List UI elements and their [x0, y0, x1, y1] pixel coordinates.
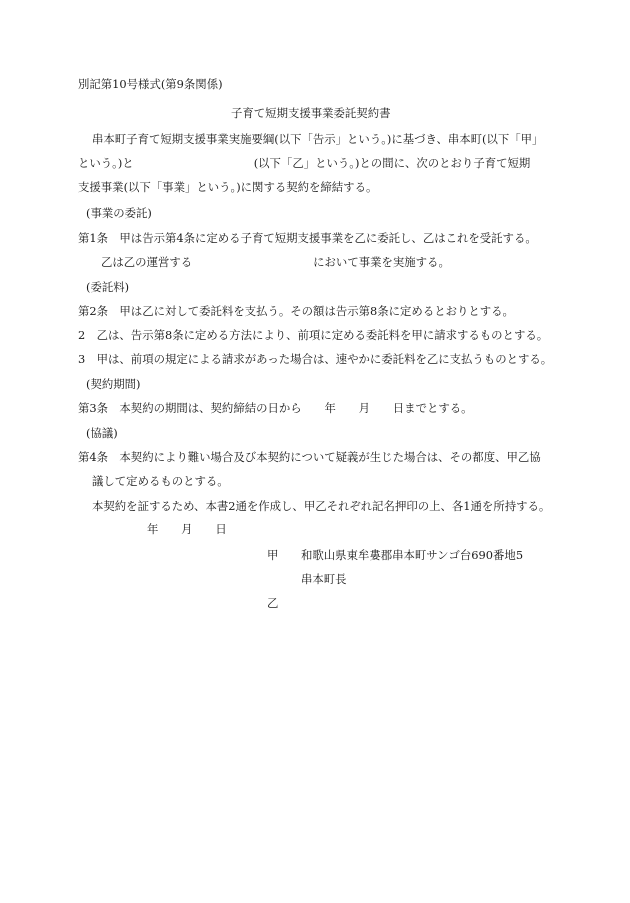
intro-line-2 [78, 158, 530, 169]
party-a-name: 串本町長 [301, 572, 347, 586]
article-4-heading: (協議) [86, 426, 118, 440]
closing-statement: 本契約を証するため、本書2通を作成し、甲乙それぞれ記名押印の上、各1通を所持する。 [92, 499, 551, 513]
article-1-sub [101, 257, 450, 268]
article-3-text: 第3条 本契約の期間は、契約締結の日から 年 月 日までとする。 [78, 401, 473, 415]
article-2-heading: (委託料) [86, 280, 130, 294]
party-b-label: 乙 [267, 596, 279, 610]
article-2-paragraph-3: 3 甲は、前項の規定による請求があった場合は、速やかに委託料を乙に支払うものとする。 [78, 352, 553, 366]
article-4-text-2: 議して定めるものとする。 [92, 474, 229, 488]
party-a-label: 甲 [267, 548, 279, 562]
article-3-heading: (契約期間) [86, 377, 141, 391]
intro-line-2-end: (以下「乙」という。)との間に、次のとおり子育て短期 [253, 156, 531, 170]
document-title: 子育て短期支援事業委託契約書 [231, 106, 391, 120]
intro-line-1: 串本町子育て短期支援事業実施要綱(以下「告示」という。)に基づき、串本町(以下「甲」 [92, 132, 544, 146]
intro-line-3: 支援事業(以下「事業」という。)に関する契約を締結する。 [78, 180, 378, 194]
article-1-text: 第1条 甲は告示第4条に定める子育て短期支援事業を乙に委託し、乙はこれを受託する。 [78, 231, 537, 245]
contract-date: 年 月 日 [147, 522, 227, 536]
form-label: 別記第10号様式(第9条関係) [78, 77, 223, 91]
article-1-sub-end: において事業を実施する。 [313, 255, 450, 269]
article-2-text: 第2条 甲は乙に対して委託料を支払う。その額は告示第8条に定めるとおりとする。 [78, 304, 514, 318]
article-2-paragraph-2: 2 乙は、告示第8条に定める方法により、前項に定める委託料を甲に請求するものとする。 [78, 328, 549, 342]
intro-line-2-start: という。)と [78, 156, 134, 170]
article-1-heading: (事業の委託) [86, 206, 152, 220]
article-1-sub-start: 乙は乙の運営する [101, 255, 193, 269]
party-a-address: 和歌山県東牟婁郡串本町サンゴ台690番地5 [301, 548, 524, 562]
article-4-text-1: 第4条 本契約により難い場合及び本契約について疑義が生じた場合は、その都度、甲乙協 [78, 450, 541, 464]
